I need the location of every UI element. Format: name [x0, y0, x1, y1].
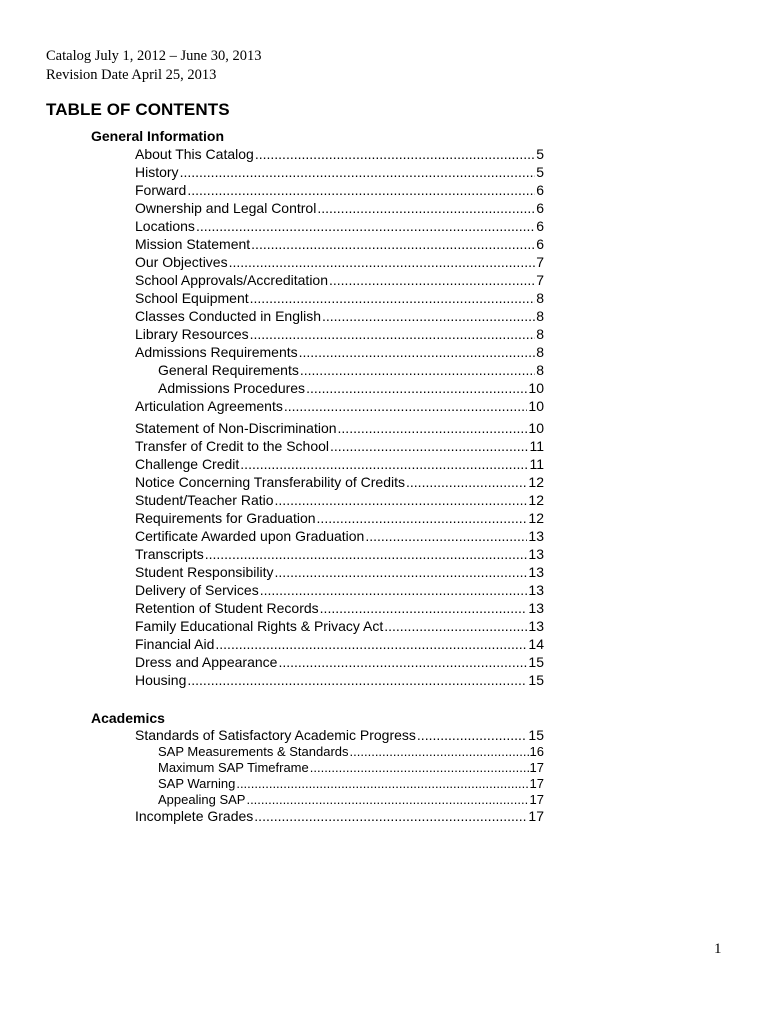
dot-leader [406, 474, 527, 491]
toc-entry-page: 11 [529, 456, 544, 472]
toc-entry[interactable] [158, 743, 544, 760]
toc-entry[interactable] [135, 236, 544, 253]
toc-entry-page: 13 [528, 600, 544, 616]
toc-entry-page: 13 [528, 618, 544, 634]
toc-entry[interactable] [158, 362, 544, 379]
toc-entry-page: 12 [528, 510, 544, 526]
dot-leader [338, 420, 528, 437]
toc-entry-label: Retention of Student Records [135, 600, 319, 616]
dot-leader [300, 362, 535, 379]
toc-entry[interactable] [135, 326, 544, 343]
toc-entry-label: Delivery of Services [135, 582, 259, 598]
toc-entry-page: 7 [536, 272, 544, 288]
toc-entry-label: Requirements for Graduation [135, 510, 316, 526]
toc-entry-label: Financial Aid [135, 636, 215, 652]
catalog-dates: Catalog July 1, 2012 – June 30, 2013 [46, 48, 262, 64]
toc-entry[interactable] [135, 564, 544, 581]
toc-entry-page: 17 [529, 792, 544, 807]
toc-entry[interactable] [135, 308, 544, 325]
dot-leader [215, 636, 527, 653]
dot-leader [187, 182, 535, 199]
toc-entry[interactable] [135, 254, 544, 271]
toc-entry-page: 13 [528, 564, 544, 580]
toc-entry-page: 12 [528, 474, 544, 490]
dot-leader [384, 618, 527, 635]
toc-entry-label: Library Resources [135, 326, 249, 342]
toc-entry-page: 15 [528, 654, 544, 670]
toc-entry[interactable] [135, 546, 544, 563]
toc-entry[interactable] [135, 808, 544, 825]
toc-entry[interactable] [158, 759, 544, 776]
toc-entry-label: Locations [135, 218, 195, 234]
toc-entry-page: 17 [529, 776, 544, 791]
dot-leader [255, 146, 535, 163]
dot-leader [365, 528, 527, 545]
dot-leader [306, 380, 527, 397]
toc-entry-label: History [135, 164, 179, 180]
dot-leader [275, 492, 528, 509]
dot-leader [330, 438, 528, 455]
toc-entry-label: Certificate Awarded upon Graduation [135, 528, 365, 544]
dot-leader [251, 236, 535, 253]
dot-leader [317, 200, 535, 217]
toc-entry-page: 13 [528, 582, 544, 598]
toc-entry[interactable] [135, 182, 544, 199]
toc-entry[interactable] [135, 344, 544, 361]
toc-entry-page: 6 [536, 218, 544, 234]
dot-leader [275, 564, 528, 581]
toc-entry[interactable] [135, 398, 544, 415]
toc-entry-page: 14 [528, 636, 544, 652]
toc-entry-page: 5 [536, 146, 544, 162]
toc-entry-page: 10 [528, 420, 544, 436]
toc-entry-label: Transcripts [135, 546, 204, 562]
dot-leader [246, 791, 528, 808]
toc-entry[interactable] [135, 146, 544, 163]
toc-entry-page: 12 [528, 492, 544, 508]
dot-leader [299, 344, 536, 361]
toc-entry-label: Standards of Satisfactory Academic Progress [135, 727, 416, 743]
toc-entry-label: Incomplete Grades [135, 808, 254, 824]
toc-entry-label: Our Objectives [135, 254, 228, 270]
toc-entry[interactable] [158, 775, 544, 792]
toc-entry[interactable] [135, 654, 544, 671]
toc-entry-page: 6 [536, 182, 544, 198]
toc-entry-page: 8 [536, 290, 544, 306]
section-heading-general-information: General Information [91, 128, 225, 144]
toc-entry-page: 13 [528, 528, 544, 544]
toc-title: TABLE OF CONTENTS [46, 100, 230, 119]
revision-date: Revision Date April 25, 2013 [46, 67, 217, 83]
toc-entry[interactable] [135, 492, 544, 509]
section-heading-academics: Academics [91, 710, 165, 726]
toc-entry-label: Transfer of Credit to the School [135, 438, 330, 454]
toc-entry-page: 15 [528, 727, 544, 743]
toc-entry-page: 6 [536, 236, 544, 252]
toc-entry[interactable] [135, 528, 544, 545]
toc-entry-page: 8 [536, 308, 544, 324]
dot-leader [180, 164, 536, 181]
toc-entry-label: Family Educational Rights & Privacy Act [135, 618, 384, 634]
toc-entry-label: Admissions Requirements [135, 344, 298, 360]
dot-leader [320, 600, 528, 617]
toc-entry[interactable] [135, 200, 544, 217]
toc-entry-page: 15 [528, 672, 544, 688]
toc-entry-label: Mission Statement [135, 236, 251, 252]
toc-entry-label: Maximum SAP Timeframe [158, 760, 309, 775]
toc-entry-label: Notice Concerning Transferability of Credits [135, 474, 406, 490]
toc-entry[interactable] [135, 672, 544, 689]
toc-entry-page: 8 [536, 326, 544, 342]
toc-entry-page: 10 [528, 380, 544, 396]
toc-entry-label: Classes Conducted in English [135, 308, 321, 324]
dot-leader [250, 326, 536, 343]
toc-entry-page: 8 [536, 362, 544, 378]
toc-entry[interactable] [135, 600, 544, 617]
dot-leader [284, 398, 528, 415]
toc-entry-label: Statement of Non-Discrimination [135, 420, 337, 436]
document-header [46, 47, 261, 85]
toc-entry-page: 11 [529, 438, 544, 454]
dot-leader [278, 654, 527, 671]
toc-entry-page: 10 [528, 398, 544, 414]
toc-entry-page: 17 [528, 808, 544, 824]
toc-entry-label: School Equipment [135, 290, 249, 306]
dot-leader [329, 272, 535, 289]
toc-entry[interactable] [135, 218, 544, 235]
toc-entry-label: Student/Teacher Ratio [135, 492, 274, 508]
toc-entry-page: 5 [536, 164, 544, 180]
dot-leader [229, 254, 536, 271]
toc-entry-page: 6 [536, 200, 544, 216]
toc-entry-label: Challenge Credit [135, 456, 240, 472]
toc-entry[interactable] [135, 618, 544, 635]
toc-entry-label: Articulation Agreements [135, 398, 283, 414]
toc-entry-label: SAP Measurements & Standards [158, 744, 349, 759]
toc-entry[interactable] [135, 456, 544, 473]
toc-entry[interactable] [135, 290, 544, 307]
dot-leader [317, 510, 528, 527]
toc-entry-page: 16 [529, 744, 544, 759]
toc-entry-label: Student Responsibility [135, 564, 274, 580]
toc-entry-label: Dress and Appearance [135, 654, 278, 670]
dot-leader [322, 308, 535, 325]
dot-leader [350, 743, 529, 760]
toc-entry[interactable] [135, 636, 544, 653]
toc-entry[interactable] [135, 272, 544, 289]
dot-leader [254, 808, 527, 825]
toc-entry[interactable] [135, 727, 544, 744]
toc-entry[interactable] [135, 582, 544, 599]
toc-entry-page: 13 [528, 546, 544, 562]
dot-leader [260, 582, 528, 599]
dot-leader [187, 672, 527, 689]
toc-entry[interactable] [135, 510, 544, 527]
toc-entry[interactable] [135, 420, 544, 437]
toc-entry-label: SAP Warning [158, 776, 236, 791]
dot-leader [236, 775, 528, 792]
toc-entry-label: Forward [135, 182, 187, 198]
toc-entry[interactable] [135, 164, 544, 181]
dot-leader [240, 456, 528, 473]
toc-entry-page: 7 [536, 254, 544, 270]
dot-leader [417, 727, 528, 744]
toc-entry-label: About This Catalog [135, 146, 254, 162]
toc-entry-label: Ownership and Legal Control [135, 200, 317, 216]
toc-entry-page: 17 [529, 760, 544, 775]
toc-entry-label: School Approvals/Accreditation [135, 272, 328, 288]
toc-entry-label: General Requirements [158, 362, 299, 378]
toc-entry[interactable] [158, 380, 544, 397]
toc-entry[interactable] [135, 474, 544, 491]
toc-entry-label: Appealing SAP [158, 792, 246, 807]
dot-leader [205, 546, 528, 563]
page-number: 1 [714, 941, 722, 957]
dot-leader [310, 759, 529, 776]
toc-entry-page: 8 [536, 344, 544, 360]
toc-entry-label: Housing [135, 672, 187, 688]
toc-entry-label: Admissions Procedures [158, 380, 306, 396]
toc-entry[interactable] [135, 438, 544, 455]
dot-leader [196, 218, 535, 235]
toc-entry[interactable] [158, 791, 544, 808]
dot-leader [250, 290, 536, 307]
